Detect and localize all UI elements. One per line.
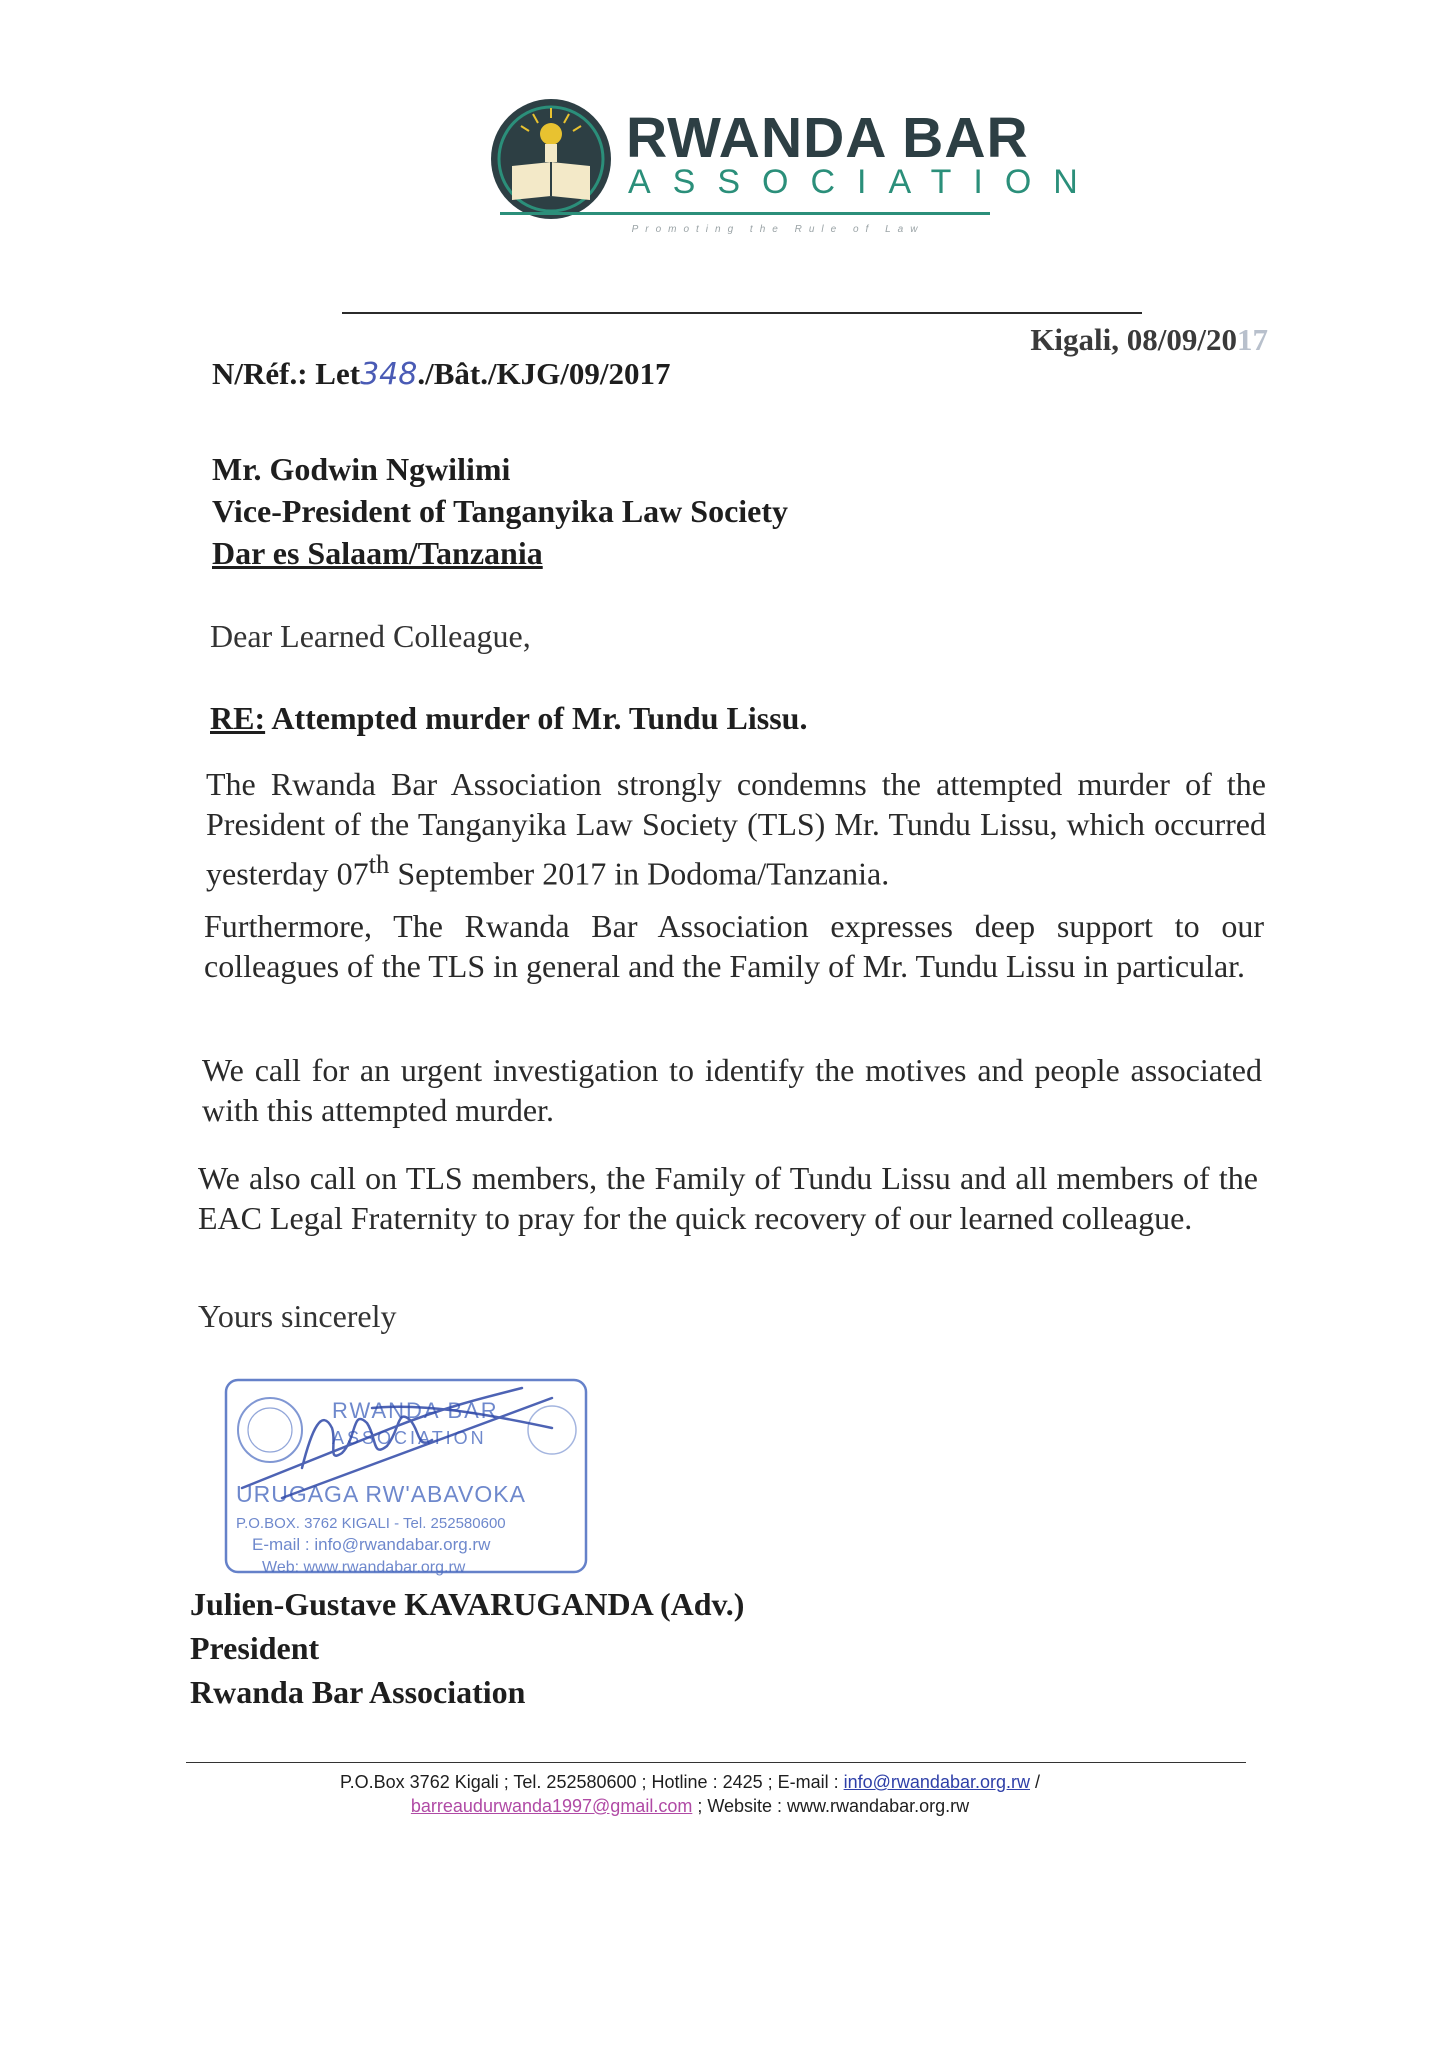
footer-contact: P.O.Box 3762 Kigali ; Tel. 252580600 ; Hotline : 2425 ; E-mail : info@rwandabar.org.rw / barreaudurwanda1997@gmail.com ; Website : www.rwandabar.org.rw (339, 1772, 1041, 1816)
signatory-role: President (190, 1630, 320, 1666)
body-paragraph-2: Furthermore, The Rwanda Bar Association expresses deep support to our colleagues of the TLS in general and the Family of Mr. Tundu Lissu in particular. (204, 908, 1264, 984)
signatory-organization: Rwanda Bar Association (190, 1674, 526, 1710)
header-divider (342, 312, 1142, 314)
stamp-line-4: P.O.BOX. 3762 KIGALI - Tel. 252580600 (236, 1515, 506, 1532)
recipient-address (212, 448, 788, 574)
email-link-info[interactable]: info@rwandabar.org.rw (843, 1772, 1030, 1792)
letterhead-tagline: Promoting the Rule of Law (631, 224, 925, 235)
letterhead-divider (500, 212, 990, 215)
salutation: Dear Learned Colleague, (210, 618, 531, 654)
email-link-gmail[interactable]: barreaudurwanda1997@gmail.com (410, 1796, 693, 1816)
reference-number: N/Réf.: Let348./Bât./KJG/09/2017 (212, 356, 671, 392)
stamp-line-6: Web: www.rwandabar.org.rw (262, 1559, 466, 1576)
bar-association-logo-icon (488, 96, 614, 222)
official-stamp (222, 1368, 592, 1580)
subject-line: RE: Attempted murder of Mr. Tundu Lissu. (210, 700, 808, 736)
recipient-name: Mr. Godwin Ngwilimi (212, 451, 511, 487)
body-paragraph-4: We also call on TLS members, the Family of Tundu Lissu and all members of the EAC Legal Fraternity to pray for the quick recovery of our learned colleague. (198, 1160, 1258, 1236)
footer-divider (186, 1762, 1246, 1763)
stamp-line-2: ASSOCIATION (332, 1428, 487, 1448)
stamp-line-1: RWANDA BAR (332, 1398, 499, 1423)
body-paragraph-3: We call for an urgent investigation to identify the motives and people associated with this attempted murder. (202, 1052, 1262, 1128)
closing: Yours sincerely (198, 1298, 397, 1334)
signatory-name: Julien-Gustave KAVARUGANDA (Adv.) (190, 1586, 745, 1622)
letter-date: Kigali, 08/09/2017 (1030, 322, 1268, 357)
recipient-location: Dar es Salaam/Tanzania (212, 535, 543, 571)
association-subtitle: ASSOCIATION (628, 163, 1100, 201)
stamp-line-3: URUGAGA RW'ABAVOKA (236, 1481, 526, 1507)
body-paragraph-1: The Rwanda Bar Association strongly condemns the attempted murder of the President of the Tanganyika Law Society (TLS) Mr. Tundu Lissu, which occurred yesterday 07th September 2017 in Dodoma/Tanzania. (206, 766, 1266, 892)
handwritten-ref: 348 (360, 357, 418, 392)
signatory-block (190, 1582, 744, 1714)
stamp-line-5: E-mail : info@rwandabar.org.rw (252, 1535, 491, 1554)
recipient-title: Vice-President of Tanganyika Law Society (212, 493, 789, 529)
letterhead (488, 96, 1100, 246)
association-name: RWANDA BAR (626, 106, 1029, 170)
